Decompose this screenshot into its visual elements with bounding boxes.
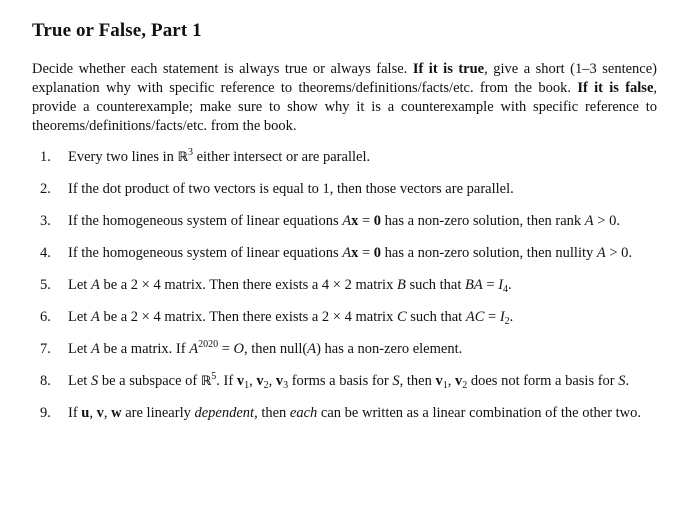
list-item: 7. Let A be a matrix. If $A^{2020} = O$, then null(A) has a non-zero element. [40, 339, 463, 357]
list-item: 5. Let A be a 2 × 4 matrix. Then there exists a 4 × 2 matrix B such that BA = $I_4$. [40, 277, 512, 295]
list-item: 9. If u, v, w are linearly dependent, then each can be written as a linear combination of the other two. [40, 405, 642, 421]
list-item: 4. If the homogeneous system of linear equations Ax = 0 has a non-zero solution, then nullity A > 0. [40, 245, 633, 261]
statement-list [32, 148, 657, 423]
instructions: Decide whether each statement is always true or always false. If it is true, give a short (1–3 sentence) explanation why with specific reference to theorems/definitions/facts/etc. from the book. If it is false, provide a counterexample; make sure to show why it is a counterexample with specific reference to theorems/definitions/facts/etc. from the book. [32, 61, 658, 134]
list-item: 3. If the homogeneous system of linear equations Ax = 0 has a non-zero solution, then rank A > 0. [40, 213, 620, 229]
list-item: 1. Every two lines in ℝ$^3$ either intersect or are parallel. [40, 147, 371, 165]
list-item: 6. Let A be a 2 × 4 matrix. Then there exists a 2 × 4 matrix C such that AC = $I_2$. [40, 309, 514, 327]
list-item: 2. If the dot product of two vectors is equal to 1, then those vectors are parallel. [40, 181, 514, 197]
list-item: 8. Let S be a subspace of ℝ$^5$. If $v_1$, $v_2$, $v_3$ forms a basis for S, then $v_1$, $v_2$ does not form a basis for S. [40, 371, 630, 391]
page-title: True or False, Part 1 [32, 20, 202, 41]
